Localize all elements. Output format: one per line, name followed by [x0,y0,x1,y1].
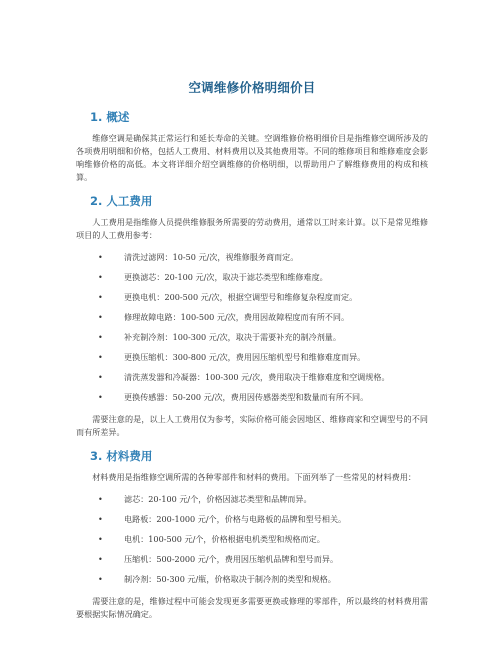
section-material-cost [76,448,428,621]
section-labor-cost [76,193,428,439]
list-item: • 电路板：200-1000 元/个，价格与电路板的品牌和型号相关。 [76,513,428,526]
paragraph: 需要注意的是，维修过程中可能会发现更多需要更换或修理的零部件，所以最终的材料费用需要根据实际情况确定。 [76,596,428,619]
list-item: • 更换传感器：50-200 元/次，费用因传感器类型和数量而有所不同。 [76,391,428,404]
list-item: • 清洗蒸发器和冷凝器：100-300 元/次，费用取决于维修难度和空调规格。 [76,371,428,384]
section-heading: 3. 材料费用 [90,449,153,463]
list-item: • 补充制冷剂：100-300 元/次，取决于需要补充的制冷剂量。 [76,331,428,344]
list-item: • 电机：100-500 元/个，价格根据电机类型和规格而定。 [76,533,428,546]
paragraph: 材料费用是指维修空调所需的各种零部件和材料的费用。下面列举了一些常见的材料费用： [92,472,416,482]
section-heading: 1. 概述 [90,110,130,124]
list-item: • 更换电机：200-500 元/次，根据空调型号和维修复杂程度而定。 [76,291,428,304]
paragraph: 人工费用是指维修人员提供维修服务所需要的劳动费用，通常以工时来计算。以下是常见维修项目的人工费用参考： [76,217,428,240]
document-title: 空调维修价格明细价目 [188,80,316,95]
list-item: • 滤芯：20-100 元/个，价格因滤芯类型和品牌而异。 [76,493,428,506]
section-overview [76,109,428,184]
list-item: • 制冷剂：50-300 元/瓶，价格取决于制冷剂的类型和规格。 [76,573,428,586]
list-item: • 更换滤芯：20-100 元/次，取决于滤芯类型和维修难度。 [76,271,428,284]
list-item: • 更换压缩机：300-800 元/次，费用因压缩机型号和维修难度而异。 [76,351,428,364]
list-item: • 压缩机：500-2000 元/个，费用因压缩机品牌和型号而异。 [76,553,428,566]
section-heading: 2. 人工费用 [90,194,153,208]
paragraph: 需要注意的是，以上人工费用仅为参考，实际价格可能会因地区、维修商家和空调型号的不同而有所差异。 [76,414,428,437]
paragraph: 维修空调是确保其正常运行和延长寿命的关键。空调维修价格明细价目是指维修空调所涉及的各项费用明细和价格，包括人工费用、材料费用以及其他费用等。不同的维修项目和维修难度会影响维修价格的高低。本文将详细介绍空调维修的价格明细，以帮助用户了解维修费用的构成和核算。 [76,133,428,182]
list-item: • 清洗过滤网：10-50 元/次，视维修服务商而定。 [76,251,428,264]
list-item: • 修理故障电路：100-500 元/次，费用因故障程度而有所不同。 [76,311,428,324]
bullet-list [76,251,428,404]
bullet-list [76,493,428,586]
